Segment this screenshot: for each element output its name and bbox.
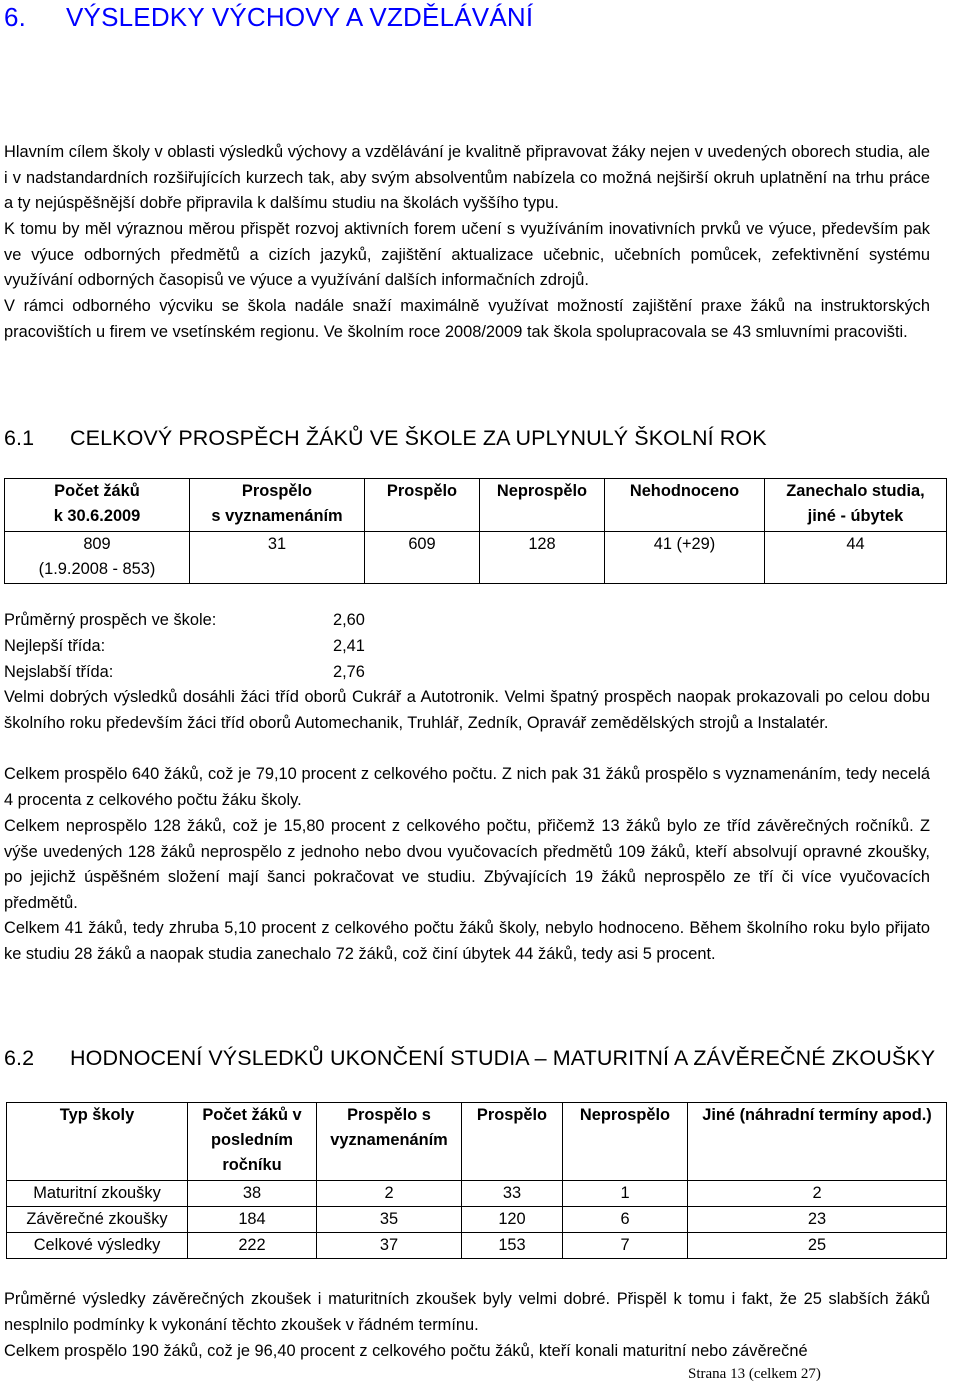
header-school-type: Typ školy [7,1103,188,1181]
results-paragraph-3: Celkem neprospělo 128 žáků, což je 15,80 procent z celkového počtu, přičemž 13 žáků bylo ze tříd závěrečných ročníků. Z výše uvedených 128 žáků neprospělo z jednoho nebo dvou vyučovacích předmětů 109 žáků, kteří absolvují opravné zkoušky, po jejichž úspěšném složení mají šanci pokračovat ve studiu. Zbývajících 19 žáků neprospělo ze tří či více vyučovacích předmětů. [4,817,930,912]
header-honors: Prospělo s vyznamenáním [317,1103,462,1181]
cell-unassessed: 41 (+29) [605,531,765,584]
header-failed: Neprospělo [563,1103,688,1181]
header-failed: Neprospělo [480,479,605,532]
final-exams-table [6,1102,947,1259]
cell-failed: 128 [480,531,605,584]
stat-worst-class: Nejslabší třída: 2,76 [4,663,365,681]
header-passed: Prospělo [365,479,480,532]
exams-paragraph-1: Průměrné výsledky závěrečných zkoušek i maturitních zkoušek byly velmi dobré. Přispěl k tomu i fakt, že 25 slabších žáků nesplnilo podmínky k vykonání těchto zkoušek v řádném termínu. [4,1290,930,1334]
chapter-number: 6. [4,2,27,32]
section-number: 6.1 [4,426,35,450]
header-dropped: Zanechalo studia, jiné - úbytek [765,479,947,532]
section-heading-6-1 [4,426,767,451]
cell-student-count: 809 (1.9.2008 - 853) [38,534,156,578]
section-title: CELKOVÝ PROSPĚCH ŽÁKŮ VE ŠKOLE ZA UPLYNULÝ ŠKOLNÍ ROK [70,426,767,450]
section-heading-6-2 [4,1046,935,1071]
header-honors: Prospělo s vyznamenáním [190,479,365,532]
row-label: Celkové výsledky [7,1233,188,1259]
results-paragraph-2: Celkem prospělo 640 žáků, což je 79,10 procent z celkového počtu. Z nich pak 31 žáků prospělo s vyznamenáním, tedy necelá 4 procenta z celkového počtu žáku školy. [4,765,930,809]
row-label: Maturitní zkoušky [7,1181,188,1207]
table-row: Maturitní zkoušky 38 2 33 1 2 [7,1181,947,1207]
table-row: Celkové výsledky 222 37 153 7 25 [7,1233,947,1259]
results-paragraph-1: Velmi dobrých výsledků dosáhli žáci tříd oborů Cukrář a Autotronik. Velmi špatný prospěch naopak prokazovali po celou dobu školního roku především žáci tříd oborů Automechanik, Truhlář, Zedník, Opravář zemědělských strojů a Instalatér. [4,688,930,732]
header-final-year-count: Počet žáků v posledním ročníku [188,1103,317,1181]
overall-results-table [4,478,947,584]
header-unassessed: Nehodnoceno [605,479,765,532]
section-title: HODNOCENÍ VÝSLEDKŮ UKONČENÍ STUDIA – MATURITNÍ A ZÁVĚREČNÉ ZKOUŠKY [70,1046,936,1070]
chapter-title: VÝSLEDKY VÝCHOVY A VZDĚLÁVÁNÍ [66,2,534,32]
results-paragraph-4: Celkem 41 žáků, tedy zhruba 5,10 procent z celkového počtu žáků školy, nebylo hodnoceno. Během školního roku bylo přijato ke studiu 28 žáků a naopak studia zanechalo 72 žáků, což činí úbytek 44 žáků, tedy asi 5 procent. [4,919,930,963]
header-student-count: Počet žáků k 30.6.2009 [5,479,190,532]
intro-paragraph-2: K tomu by měl výraznou měrou přispět rozvoj aktivních forem učení s využíváním inovativních prvků ve výuce, především pak ve výuce odborných předmětů a cizích jazyků, zajištění aktualizace učebnic, učebních pomůcek, zefektivnění systému využívání odborných časopisů ve výuce a využívání dalších informačních zdrojů. [4,220,930,290]
cell-honors: 31 [190,531,365,584]
row-label: Závěrečné zkoušky [7,1207,188,1233]
header-passed: Prospělo [462,1103,563,1181]
exams-paragraph-2: Celkem prospělo 190 žáků, což je 96,40 procent z celkového počtu žáků, kteří konali maturitní nebo závěrečné [4,1342,808,1360]
intro-paragraph-1: Hlavním cílem školy v oblasti výsledků výchovy a vzdělávání je kvalitně připravovat žáky nejen v uvedených oborech studia, ale i v nadstandardních rozšiřujících kurzech tak, aby svým absolventům nabízela co možná nejširší okruh uplatnění na trhu práce a ty nejúspěšnější dobře připravila k dalšímu studiu na školách vyššího typu. [4,143,930,213]
stat-average: Průměrný prospěch ve škole: 2,60 [4,611,365,629]
cell-passed: 609 [365,531,480,584]
chapter-heading [4,2,533,33]
table-row: Závěrečné zkoušky 184 35 120 6 23 [7,1207,947,1233]
intro-paragraph-3: V rámci odborného výcviku se škola nadále snaží maximálně využívat možností zajištění praxe žáků na instruktorských pracovištích u firem ve vsetínském regionu. Ve školním roce 2008/2009 tak škola spolupracovala se 43 smluvními pracovišti. [4,297,930,341]
stat-best-class: Nejlepší třída: 2,41 [4,637,365,655]
cell-dropped: 44 [765,531,947,584]
section-number: 6.2 [4,1046,35,1070]
page-footer: Strana 13 (celkem 27) [688,1366,821,1382]
header-other: Jiné (náhradní termíny apod.) [688,1103,947,1181]
